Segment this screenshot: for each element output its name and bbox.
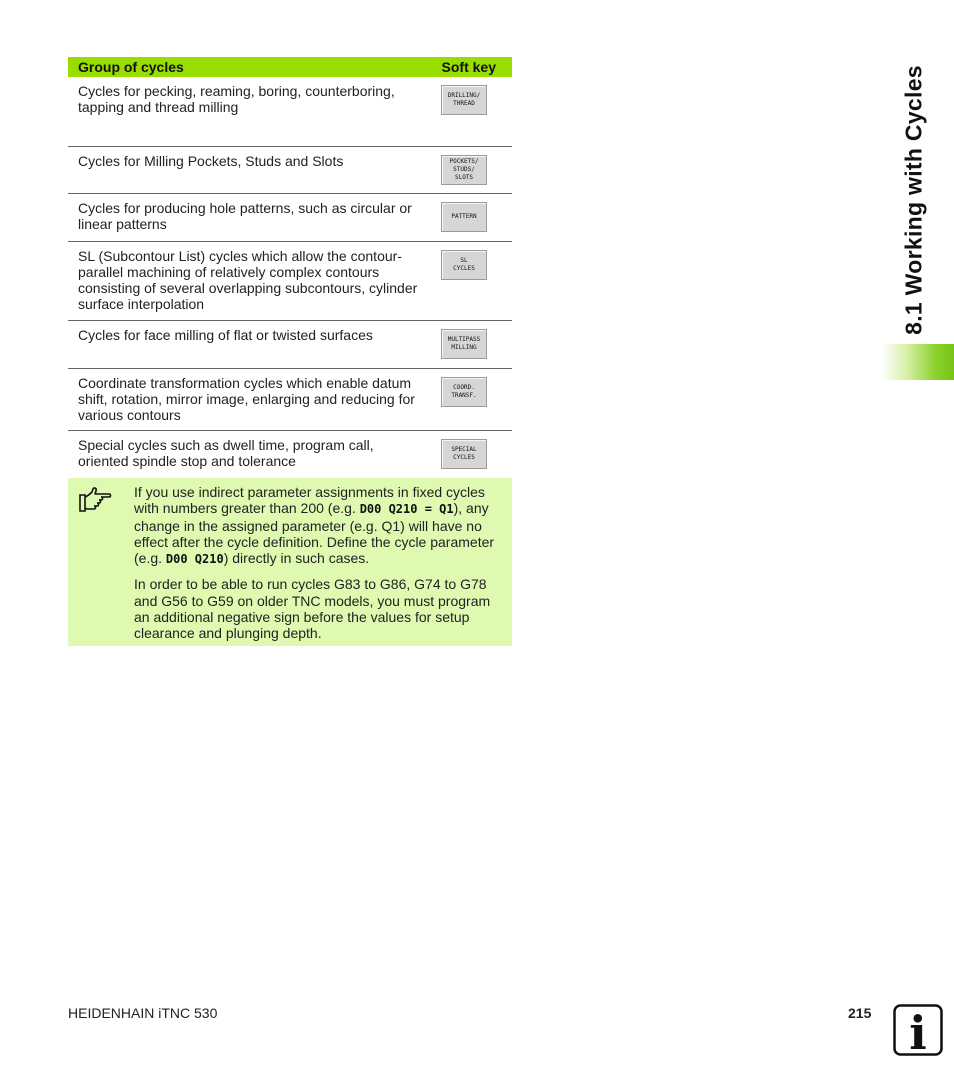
note-text: ), any change in the assigned parameter (e.g. Q1) will have no effect after the cycle definition. Define the cycle parameter (e.g. <box>134 500 495 567</box>
code-snippet: D00 Q210 = Q1 <box>359 502 454 517</box>
softkey-multipass-milling[interactable] <box>441 329 487 359</box>
row-description: Cycles for producing hole patterns, such as circular or linear patterns <box>78 200 412 232</box>
header-soft-key: Soft key <box>441 59 496 75</box>
softkey-label: SPECIAL <box>451 446 477 453</box>
note-paragraph-1 <box>134 484 504 567</box>
table-row <box>68 369 512 431</box>
softkey-label: THREAD <box>453 100 475 107</box>
softkey-label: TRANSF. <box>451 392 477 399</box>
softkey-label: DRILLING/ <box>447 92 481 99</box>
softkey-drilling-thread[interactable] <box>441 85 487 115</box>
code-snippet: D00 Q210 <box>165 552 224 567</box>
chapter-title-text: 8.1 Working with Cycles <box>900 65 927 335</box>
note-text: If you use indirect parameter assignments in fixed cycles with numbers greater than 200 (e.g. <box>134 484 485 517</box>
table-row <box>68 77 512 147</box>
softkey-label: CYCLES <box>453 265 475 272</box>
table-header <box>68 57 512 77</box>
info-icon-letter: i <box>909 1006 927 1056</box>
note-body <box>134 484 504 651</box>
row-description: Cycles for Milling Pockets, Studs and Slots <box>78 153 344 169</box>
table-row <box>68 321 512 369</box>
chapter-tab-marker <box>882 344 954 380</box>
softkey-label: SLOTS <box>454 174 474 181</box>
softkey-label: POCKETS/ <box>449 158 479 165</box>
softkey-label: SL <box>460 257 468 264</box>
footer-product: HEIDENHAIN iTNC 530 <box>68 1005 218 1021</box>
table-row <box>68 147 512 194</box>
table-row <box>68 242 512 321</box>
softkey-label: MILLING <box>451 344 477 351</box>
pointing-hand-icon <box>78 486 112 514</box>
softkey-pockets-studs-slots[interactable] <box>441 155 487 185</box>
row-description: SL (Subcontour List) cycles which allow the contour-parallel machining of relatively complex contours consisting of several overlapping subcontours, cylinder surface interpolation <box>78 248 418 312</box>
softkey-label: PATTERN <box>451 213 477 220</box>
chapter-side-title <box>894 50 934 350</box>
cycle-groups-table <box>68 57 512 479</box>
row-description: Coordinate transformation cycles which enable datum shift, rotation, mirror image, enlarging and reducing for various contours <box>78 375 415 423</box>
note-paragraph-2: In order to be able to run cycles G83 to G86, G74 to G78 and G56 to G59 on older TNC models, you must program an additional negative sign before the values for setup clearance and plunging depth. <box>134 576 491 642</box>
row-description: Cycles for pecking, reaming, boring, counterboring, tapping and thread milling <box>78 83 395 115</box>
softkey-label: CYCLES <box>453 454 475 461</box>
softkey-sl-cycles[interactable] <box>441 250 487 280</box>
table-row <box>68 431 512 479</box>
note-text: ) directly in such cases. <box>223 550 370 567</box>
softkey-label: STUDS/ <box>453 166 475 173</box>
softkey-label: MULTIPASS <box>447 336 481 343</box>
softkey-label: COORD. <box>453 384 475 391</box>
info-icon <box>893 1004 943 1056</box>
header-group-of-cycles: Group of cycles <box>78 59 184 75</box>
row-description: Special cycles such as dwell time, program call, oriented spindle stop and tolerance <box>78 437 374 469</box>
table-row <box>68 194 512 242</box>
page-number: 215 <box>848 1005 872 1021</box>
row-description: Cycles for face milling of flat or twisted surfaces <box>78 327 373 343</box>
note-box <box>68 478 512 646</box>
softkey-coord-transf[interactable] <box>441 377 487 407</box>
softkey-special-cycles[interactable] <box>441 439 487 469</box>
softkey-pattern[interactable] <box>441 202 487 232</box>
